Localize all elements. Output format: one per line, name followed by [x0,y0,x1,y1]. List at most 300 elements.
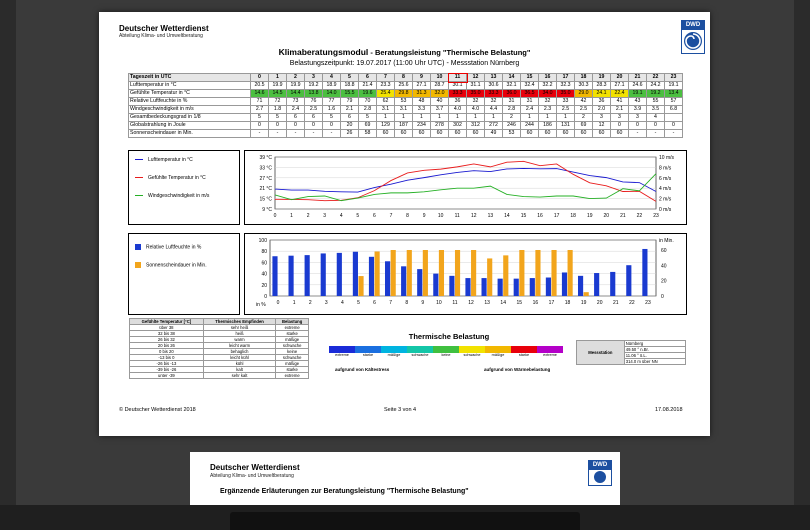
table-cell: 32.0 [431,90,449,98]
table-cell: 27.1 [413,82,431,90]
table-cell: 40 [431,98,449,106]
legend-swatch [135,159,143,160]
hour-header: 8 [395,74,413,82]
station-name: Nürnberg [624,341,685,347]
scale-color [381,346,407,353]
table-cell: 4 [647,114,665,122]
table-cell: 5 [359,114,377,122]
table-cell: 60 [413,130,431,138]
x-tick: 4 [339,213,343,219]
table-cell: 55 [647,98,665,106]
station-table [576,340,686,365]
legend-table-cell: extreme [276,325,309,331]
scale-color [433,346,459,353]
table-cell: - [647,130,665,138]
table-cell: 53 [503,130,521,138]
page2-dwd-logo-text: DWD [589,461,611,470]
hour-header: 23 [665,74,683,82]
table-cell: 2.7 [251,106,269,114]
table-cell: 4.0 [449,106,467,114]
table-cell: 14.4 [287,90,305,98]
table-cell: 19.1 [629,90,647,98]
table-cell: 29.8 [395,90,413,98]
table-cell: 71 [251,98,269,106]
org-name: Deutscher Wetterdienst [119,24,209,33]
table-cell: 60 [431,130,449,138]
chart2-legend [135,244,207,281]
legend-label: Gefühlte Temperatur in °C [148,175,206,181]
scale-color [459,346,485,353]
x-tick: 5 [356,213,360,219]
page2-org-sub: Abteilung Klima- und Umweltberatung [210,473,294,479]
x-tick: 22 [629,300,635,306]
y-left-tick: 100 [258,238,267,244]
x-tick: 16 [537,213,543,219]
table-cell: - [305,130,323,138]
legend-item [135,175,209,181]
x-tick: 23 [645,300,651,306]
scale-label: mäßige [491,353,505,357]
table-cell: 26 [341,130,359,138]
table-cell [665,114,683,122]
row-label: Lufttemperatur in °C [129,82,251,90]
row-label: Relative Luftfeuchte in % [129,98,251,106]
table-cell: 15.5 [341,90,359,98]
table-cell: 278 [431,122,449,130]
x-tick: 6 [373,300,376,306]
scale-label: starke [362,353,374,357]
table-cell: 19.2 [647,90,665,98]
legend-table-cell: -39 bis -26 [130,367,204,373]
legend-table-cell: 26 bis 32 [130,337,204,343]
sunshine-bar [358,276,363,296]
table-row [129,130,683,138]
table-cell: 30.1 [449,82,467,90]
humidity-bar [385,261,390,296]
scale-label: starke [518,353,530,357]
table-cell: 0 [647,122,665,130]
table-cell: 20.5 [251,82,269,90]
table-cell: 77 [323,98,341,106]
table-cell: 27.1 [611,82,629,90]
humidity-bar [449,276,454,296]
table-cell: 5 [269,114,287,122]
table-cell: 12 [593,122,611,130]
legend-table-cell: starke [276,367,309,373]
table-row [129,106,683,114]
x-tick: 7 [389,213,393,219]
table-cell: 48 [413,98,431,106]
table-cell: 3.3 [413,106,431,114]
humidity-bar [337,253,342,296]
table-cell: 1 [377,114,395,122]
x-tick: 1 [290,213,293,219]
hour-header: 19 [593,74,611,82]
y-right-tick: 0 m/s [659,207,672,213]
x-tick: 17 [548,300,555,306]
table-cell: 19.1 [665,82,683,90]
hour-header: 6 [359,74,377,82]
y-right-tick: 2 m/s [659,196,672,203]
table-cell: 186 [539,122,557,130]
legend-label: Sonnenscheindauer in Min. [146,262,207,269]
legend-table-cell: keine [276,349,309,355]
hour-header: 11 [449,74,467,82]
table-cell: 25.4 [377,90,395,98]
x-tick: 14 [500,300,506,306]
hour-header: 17 [557,74,575,82]
monitor-bezel-left [0,0,16,530]
hour-header: 21 [629,74,647,82]
table-cell: 60 [611,130,629,138]
x-tick: 19 [586,213,593,219]
legend-table-cell: 32 bis 38 [130,331,204,337]
x-tick: 13 [484,300,490,306]
table-cell: 1 [557,114,575,122]
table-cell: 33 [557,98,575,106]
x-tick: 20 [603,213,610,219]
y-left-tick: 60 [261,260,267,267]
humidity-bar [369,257,374,296]
table-cell: 2 [575,114,593,122]
hour-header: 10 [431,74,449,82]
monitor-bezel-right [794,0,810,530]
legend-swatch [135,195,143,196]
table-cell: 31.3 [413,90,431,98]
table-cell: 49 [485,130,503,138]
sunshine-bar [375,252,380,296]
y-left-tick: 15 °C [259,196,272,203]
table-cell: 1 [431,114,449,122]
table-cell: 0 [611,122,629,130]
legend-table-cell: behaglich [203,349,276,355]
humidity-bar [610,272,615,296]
scale-color [537,346,563,353]
x-tick: 15 [516,300,523,306]
table-cell: - [323,130,341,138]
table-cell: 19.6 [359,90,377,98]
humidity-bar [272,256,277,296]
scale-label: extreme [543,353,557,357]
table-cell: 3.9 [629,106,647,114]
y-left-tick: 40 [261,271,267,278]
legend-swatch [135,177,143,178]
table-row [129,114,683,122]
table-cell: 3.1 [377,106,395,114]
scale-label: mäßige [387,353,401,357]
sunshine-bar [551,250,556,296]
table-row [129,82,683,90]
legend-table-cell: mäßige [276,361,309,367]
humidity-bar [305,255,310,296]
table-cell: 0 [251,122,269,130]
table-cell: 20 [341,122,359,130]
hourly-data-table [128,73,683,138]
x-tick: 11 [454,213,460,219]
legend-table-cell: schwache [276,343,309,349]
x-tick: 2 [308,300,312,306]
page2-dwd-logo [588,460,612,486]
table-cell: - [287,130,305,138]
thermal-legend-table [129,318,309,379]
table-cell: 21.4 [359,82,377,90]
table-cell: 2.1 [611,106,629,114]
table-cell: 244 [521,122,539,130]
table-cell: 13.4 [665,90,683,98]
hour-header: 2 [287,74,305,82]
hour-header: 16 [539,74,557,82]
legend-table-cell: schwache [276,355,309,361]
station-lon: 11.06 ° ö.L. [624,353,685,359]
scale-label: schwache [463,353,481,357]
table-cell: 32 [539,98,557,106]
legend-item [135,262,207,268]
scale-color [329,346,355,353]
table-cell: 76 [305,98,323,106]
y-left-tick: 20 [261,282,267,289]
table-cell: 6 [341,114,359,122]
chart1-legend [135,157,209,211]
legend-table-cell: -13 bis 0 [130,355,204,361]
x-tick: 11 [452,300,458,306]
table-cell: 2.8 [503,106,521,114]
table-cell: 32.2 [539,82,557,90]
footer-date: 17.08.2018 [655,407,683,413]
row-label: Gefühlte Temperatur in °C [129,90,251,98]
footer-page-number: Seite 3 von 4 [384,407,417,413]
legend-table-row [130,373,309,379]
table-cell: 1 [449,114,467,122]
legend-table-cell: unter -39 [130,373,204,379]
x-tick: 10 [437,213,444,219]
table-cell: 18.8 [341,82,359,90]
table-cell: 6 [287,114,305,122]
table-cell: 32 [467,98,485,106]
table-cell: 3 [593,114,611,122]
table-cell: - [629,130,647,138]
scale-color [355,346,381,353]
sunshine-bar [584,292,589,296]
table-cell: 60 [449,130,467,138]
table-row [129,90,683,98]
thermal-scale-colors [329,346,563,353]
table-cell: - [269,130,287,138]
table-cell: - [251,130,269,138]
table-cell: 30.3 [575,82,593,90]
table-cell: 1 [467,114,485,122]
legend-table-cell: 0 bis 20 [130,349,204,355]
x-tick: 21 [613,300,619,306]
legend-item [135,193,209,199]
table-cell: 28.3 [593,82,611,90]
table-cell: 1 [521,114,539,122]
table-cell: 32 [485,98,503,106]
table-cell: 0 [269,122,287,130]
x-tick: 12 [471,213,477,219]
table-cell: 2.0 [593,106,611,114]
table-cell: 19.9 [269,82,287,90]
legend-swatch [135,244,141,250]
hour-header: 5 [341,74,359,82]
table-cell: 25.6 [395,82,413,90]
title-rest: - Beratungsleistung "Thermische Belastung" [368,48,531,57]
table-cell: 131 [557,122,575,130]
thermal-title: Thermische Belastung [408,332,490,341]
table-cell: 69 [575,122,593,130]
table-cell: - [665,130,683,138]
table-cell: 60 [467,130,485,138]
table-cell: 32.3 [557,82,575,90]
sunshine-bar [503,255,508,296]
legend-table-cell: kühl [203,361,276,367]
legend-table-cell: -26 bis -13 [130,361,204,367]
dwd-logo-text: DWD [682,21,704,30]
table-cell: 60 [395,130,413,138]
x-tick: 18 [570,213,576,219]
table-cell: 14.0 [323,90,341,98]
page2-spiral-icon [589,470,611,484]
station-alt: 314.0 m über NN [624,359,685,365]
x-tick: 8 [406,213,409,219]
x-tick: 16 [532,300,539,306]
table-cell: 2.4 [287,106,305,114]
legend-table-header: Gefühlte Temperatur [°C] [130,319,204,325]
table-cell: 35.0 [557,90,575,98]
x-tick: 22 [636,213,643,219]
table-cell: 22.4 [611,90,629,98]
hour-header: 13 [485,74,503,82]
humidity-bar [401,266,406,296]
table-cell: 0 [287,122,305,130]
humidity-bar [433,274,438,296]
table-cell: 31 [521,98,539,106]
table-cell: 312 [467,122,485,130]
legend-swatch [135,262,141,268]
x-tick: 17 [553,213,560,219]
table-cell: 0 [665,122,683,130]
humidity-bar [578,276,583,296]
legend-table-header: Belastung [276,319,309,325]
legend-table-cell: sehr kalt [203,373,276,379]
hour-header: 3 [305,74,323,82]
sunshine-bar [568,250,573,296]
humidity-bar [353,252,358,296]
table-cell: 0 [323,122,341,130]
scale-color [485,346,511,353]
table-cell: 2.8 [359,106,377,114]
x-tick: 7 [389,300,393,306]
table-cell: 29.0 [575,90,593,98]
x-tick: 20 [596,300,603,306]
x-tick: 12 [468,300,474,306]
table-cell: 2.5 [575,106,593,114]
sunshine-bar [535,250,540,296]
y-left-tick: 80 [261,249,267,256]
humidity-bar [481,278,486,296]
sunshine-bar [471,250,476,296]
chart1-legend-box [128,150,240,225]
table-cell: 2.1 [341,106,359,114]
row-label: Globalstrahlung in Joule [129,122,251,130]
y-left-tick: 0 [264,294,267,300]
table-cell: 4.4 [485,106,503,114]
x-tick: 14 [504,213,510,219]
table-cell: 60 [575,130,593,138]
station-label: Messstation [577,341,625,365]
humidity-bar [562,272,567,296]
legend-label: Lufttemperatur in °C [148,157,193,163]
sunshine-bar [423,250,428,296]
humidity-bar-chart [245,234,686,314]
y-left-unit: in % [256,302,266,308]
legend-item [135,244,207,250]
legend-table-cell: über 38 [130,325,204,331]
legend-label: Windgeschwindigkeit in m/s [148,193,210,199]
table-row [129,122,683,130]
scale-label: schwache [411,353,429,357]
x-tick: 5 [357,300,360,306]
scale-label: keine [441,353,451,357]
cold-label: aufgrund von Kältestress [335,367,390,372]
x-tick: 4 [340,300,344,306]
x-tick: 8 [405,300,409,306]
table-cell: 14.6 [251,90,269,98]
table-cell: 60 [521,130,539,138]
title-main: Klimaberatungsmodul [278,47,369,57]
table-cell: 1.8 [269,106,287,114]
table-cell: 23.3 [377,82,395,90]
y-right-tick: 60 [661,248,667,254]
row-label: Windgeschwindigkeit in m/s [129,106,251,114]
table-cell: 57 [665,98,683,106]
table-cell: 1.6 [323,106,341,114]
table-cell: 0 [629,122,647,130]
y-right-tick: 6 m/s [659,175,672,182]
page-subtitle: Belastungszeitpunkt: 19.07.2017 (11:00 Uhr UTC) - Messstation Nürnberg [289,60,520,67]
table-cell: 5 [251,114,269,122]
table-cell: 2.5 [305,106,323,114]
hour-header: 15 [521,74,539,82]
chart1-box [244,150,687,225]
org-sub: Abteilung Klima- und Umweltberatung [119,33,203,39]
hour-header: 1 [269,74,287,82]
table-cell: 24.1 [593,90,611,98]
table-cell: 1 [413,114,431,122]
plot-frame [275,157,656,209]
legend-table-cell: starke [276,331,309,337]
table-cell: 302 [449,122,467,130]
table-cell: 4.0 [467,106,485,114]
hours-header-label: Tageszeit in UTC [129,74,251,82]
table-cell: 69 [359,122,377,130]
row-label: Sonnenscheindauer in Min. [129,130,251,138]
table-cell: 1 [539,114,557,122]
humidity-bar [626,265,631,296]
hour-header: 22 [647,74,665,82]
y-right-tick: 8 m/s [659,165,672,172]
y-right-tick: 4 m/s [659,186,672,193]
table-cell: 72 [269,98,287,106]
table-cell: 234 [413,122,431,130]
y-right-tick: 10 m/s [659,155,675,161]
humidity-bar [514,279,519,296]
y-right-tick: 0 [661,294,664,300]
legend-table-cell: extreme [276,373,309,379]
sunshine-bar [519,250,524,296]
x-tick: 13 [487,213,494,219]
legend-table-cell: mäßige [276,337,309,343]
table-cell: 31 [503,98,521,106]
